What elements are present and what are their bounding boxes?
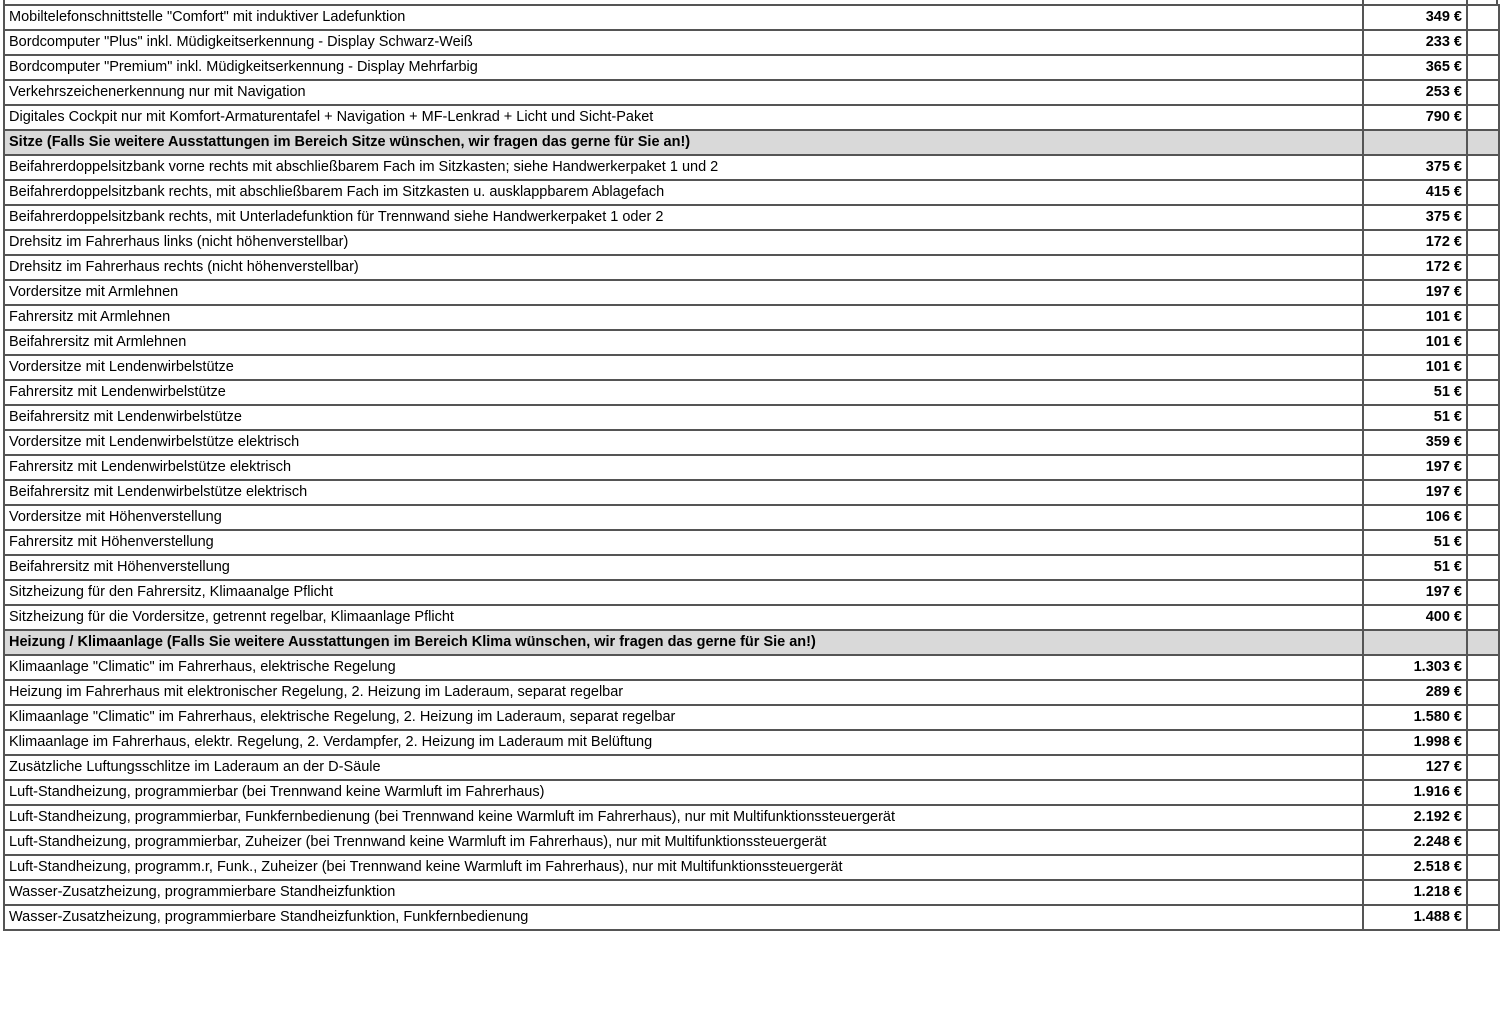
item-description: Drehsitz im Fahrerhaus rechts (nicht höhenverstellbar) [4,255,1363,280]
selection-cell[interactable] [1467,880,1499,905]
table-row [4,830,1499,855]
selection-cell[interactable] [1467,405,1499,430]
table-row [4,755,1499,780]
table-row [4,780,1499,805]
item-price: 2.518 € [1363,855,1467,880]
table-row [4,905,1499,930]
item-price: 1.218 € [1363,880,1467,905]
selection-cell[interactable] [1467,155,1499,180]
table-row [4,880,1499,905]
table-row [4,430,1499,455]
selection-cell[interactable] [1467,280,1499,305]
item-description: Fahrersitz mit Höhenverstellung [4,530,1363,555]
item-price: 359 € [1363,430,1467,455]
section-title: Heizung / Klimaanlage (Falls Sie weitere Ausstattungen im Bereich Klima wünschen, wir fragen das gerne für Sie an!) [4,630,1363,655]
selection-cell[interactable] [1467,380,1499,405]
item-price [1363,630,1467,655]
item-price: 375 € [1363,155,1467,180]
item-description: Bordcomputer "Plus" inkl. Müdigkeitserkennung - Display Schwarz-Weiß [4,30,1363,55]
table-row [4,580,1499,605]
item-price: 375 € [1363,205,1467,230]
item-description: Luft-Standheizung, programm.r, Funk., Zuheizer (bei Trennwand keine Warmluft im Fahrerhaus), nur mit Multifunktionssteuergerät [4,855,1363,880]
item-description: Vordersitze mit Höhenverstellung [4,505,1363,530]
item-description: Klimaanlage "Climatic" im Fahrerhaus, elektrische Regelung, 2. Heizung im Laderaum, separat regelbar [4,705,1363,730]
section-title: Sitze (Falls Sie weitere Ausstattungen im Bereich Sitze wünschen, wir fragen das gerne für Sie an!) [4,130,1363,155]
item-description: Vordersitze mit Armlehnen [4,280,1363,305]
item-description: Klimaanlage "Climatic" im Fahrerhaus, elektrische Regelung [4,655,1363,680]
item-description: Drehsitz im Fahrerhaus links (nicht höhenverstellbar) [4,230,1363,255]
selection-cell[interactable] [1467,705,1499,730]
item-description: Beifahrersitz mit Höhenverstellung [4,555,1363,580]
item-price: 172 € [1363,230,1467,255]
item-price: 1.916 € [1363,780,1467,805]
selection-cell[interactable] [1467,305,1499,330]
table-row [4,480,1499,505]
price-list-table [3,4,1500,931]
item-price: 172 € [1363,255,1467,280]
item-description: Vordersitze mit Lendenwirbelstütze [4,355,1363,380]
item-price: 289 € [1363,680,1467,705]
item-description: Zusätzliche Luftungsschlitze im Laderaum an der D-Säule [4,755,1363,780]
selection-cell[interactable] [1467,505,1499,530]
selection-cell[interactable] [1467,430,1499,455]
item-price: 365 € [1363,55,1467,80]
table-row [4,805,1499,830]
selection-cell[interactable] [1467,355,1499,380]
table-row [4,530,1499,555]
selection-cell[interactable] [1467,830,1499,855]
table-row [4,555,1499,580]
item-description: Bordcomputer "Premium" inkl. Müdigkeitserkennung - Display Mehrfarbig [4,55,1363,80]
item-price: 51 € [1363,530,1467,555]
table-row [4,80,1499,105]
selection-cell[interactable] [1467,80,1499,105]
item-price: 400 € [1363,605,1467,630]
table-row [4,205,1499,230]
item-price: 1.488 € [1363,905,1467,930]
item-price: 1.580 € [1363,705,1467,730]
table-row [4,180,1499,205]
table-row [4,405,1499,430]
item-price: 253 € [1363,80,1467,105]
selection-cell[interactable] [1467,905,1499,930]
item-description: Vordersitze mit Lendenwirbelstütze elektrisch [4,430,1363,455]
item-description: Beifahrersitz mit Armlehnen [4,330,1363,355]
selection-cell[interactable] [1467,530,1499,555]
item-description: Sitzheizung für den Fahrersitz, Klimaanalge Pflicht [4,580,1363,605]
selection-cell[interactable] [1467,680,1499,705]
table-row [4,605,1499,630]
selection-cell[interactable] [1467,630,1499,655]
selection-cell[interactable] [1467,780,1499,805]
table-row [4,155,1499,180]
item-description: Fahrersitz mit Armlehnen [4,305,1363,330]
selection-cell[interactable] [1467,205,1499,230]
table-row [4,680,1499,705]
table-row [4,5,1499,30]
table-row [4,505,1499,530]
table-row [4,105,1499,130]
table-row [4,255,1499,280]
item-description: Mobiltelefonschnittstelle "Comfort" mit induktiver Ladefunktion [4,5,1363,30]
item-description: Klimaanlage im Fahrerhaus, elektr. Regelung, 2. Verdampfer, 2. Heizung im Laderaum mit Belüftung [4,730,1363,755]
selection-cell[interactable] [1467,330,1499,355]
table-row [4,55,1499,80]
selection-cell[interactable] [1467,805,1499,830]
section-header-row [4,630,1499,655]
item-price: 233 € [1363,30,1467,55]
selection-cell[interactable] [1467,455,1499,480]
item-price: 106 € [1363,505,1467,530]
item-description: Beifahrerdoppelsitzbank rechts, mit abschließbarem Fach im Sitzkasten u. ausklappbarem Ablagefach [4,180,1363,205]
item-price: 2.192 € [1363,805,1467,830]
table-row [4,355,1499,380]
item-price: 197 € [1363,480,1467,505]
table-row [4,730,1499,755]
item-description: Beifahrerdoppelsitzbank rechts, mit Unterladefunktion für Trennwand siehe Handwerkerpaket 1 oder 2 [4,205,1363,230]
price-list-body [4,5,1499,930]
selection-cell[interactable] [1467,255,1499,280]
item-price: 197 € [1363,455,1467,480]
item-price: 51 € [1363,380,1467,405]
item-description: Luft-Standheizung, programmierbar, Zuheizer (bei Trennwand keine Warmluft im Fahrerhaus), nur mit Multifunktionssteuergerät [4,830,1363,855]
table-row [4,855,1499,880]
item-description: Fahrersitz mit Lendenwirbelstütze elektrisch [4,455,1363,480]
selection-cell[interactable] [1467,755,1499,780]
table-row [4,655,1499,680]
item-price: 127 € [1363,755,1467,780]
item-description: Sitzheizung für die Vordersitze, getrennt regelbar, Klimaanlage Pflicht [4,605,1363,630]
item-description: Beifahrersitz mit Lendenwirbelstütze [4,405,1363,430]
selection-cell[interactable] [1467,5,1499,30]
item-description: Fahrersitz mit Lendenwirbelstütze [4,380,1363,405]
item-description: Heizung im Fahrerhaus mit elektronischer Regelung, 2. Heizung im Laderaum, separat regelbar [4,680,1363,705]
item-description: Digitales Cockpit nur mit Komfort-Armaturentafel + Navigation + MF-Lenkrad + Licht und Sicht-Paket [4,105,1363,130]
item-description: Verkehrszeichenerkennung nur mit Navigation [4,80,1363,105]
selection-cell[interactable] [1467,230,1499,255]
item-description: Luft-Standheizung, programmierbar (bei Trennwand keine Warmluft im Fahrerhaus) [4,780,1363,805]
item-price [1363,130,1467,155]
item-price: 51 € [1363,555,1467,580]
section-header-row [4,130,1499,155]
item-price: 197 € [1363,580,1467,605]
item-price: 1.998 € [1363,730,1467,755]
item-description: Wasser-Zusatzheizung, programmierbare Standheizfunktion [4,880,1363,905]
item-price: 101 € [1363,305,1467,330]
selection-cell[interactable] [1467,30,1499,55]
table-row [4,280,1499,305]
item-price: 790 € [1363,105,1467,130]
item-description: Luft-Standheizung, programmierbar, Funkfernbedienung (bei Trennwand keine Warmluft im Fahrerhaus), nur mit Multifunktionssteuergerät [4,805,1363,830]
selection-cell[interactable] [1467,605,1499,630]
selection-cell[interactable] [1467,580,1499,605]
selection-cell[interactable] [1467,555,1499,580]
item-price: 101 € [1363,330,1467,355]
item-price: 197 € [1363,280,1467,305]
table-row [4,230,1499,255]
selection-cell[interactable] [1467,180,1499,205]
selection-cell[interactable] [1467,55,1499,80]
table-row [4,455,1499,480]
item-price: 349 € [1363,5,1467,30]
table-row [4,30,1499,55]
selection-cell[interactable] [1467,130,1499,155]
table-row [4,380,1499,405]
item-price: 2.248 € [1363,830,1467,855]
item-description: Wasser-Zusatzheizung, programmierbare Standheizfunktion, Funkfernbedienung [4,905,1363,930]
selection-cell[interactable] [1467,655,1499,680]
item-description: Beifahrersitz mit Lendenwirbelstütze elektrisch [4,480,1363,505]
item-price: 51 € [1363,405,1467,430]
selection-cell[interactable] [1467,105,1499,130]
table-row [4,305,1499,330]
item-price: 415 € [1363,180,1467,205]
item-description: Beifahrerdoppelsitzbank vorne rechts mit abschließbarem Fach im Sitzkasten; siehe Handwerkerpaket 1 und 2 [4,155,1363,180]
item-price: 101 € [1363,355,1467,380]
table-row [4,705,1499,730]
table-row [4,330,1499,355]
selection-cell[interactable] [1467,730,1499,755]
selection-cell[interactable] [1467,855,1499,880]
item-price: 1.303 € [1363,655,1467,680]
selection-cell[interactable] [1467,480,1499,505]
